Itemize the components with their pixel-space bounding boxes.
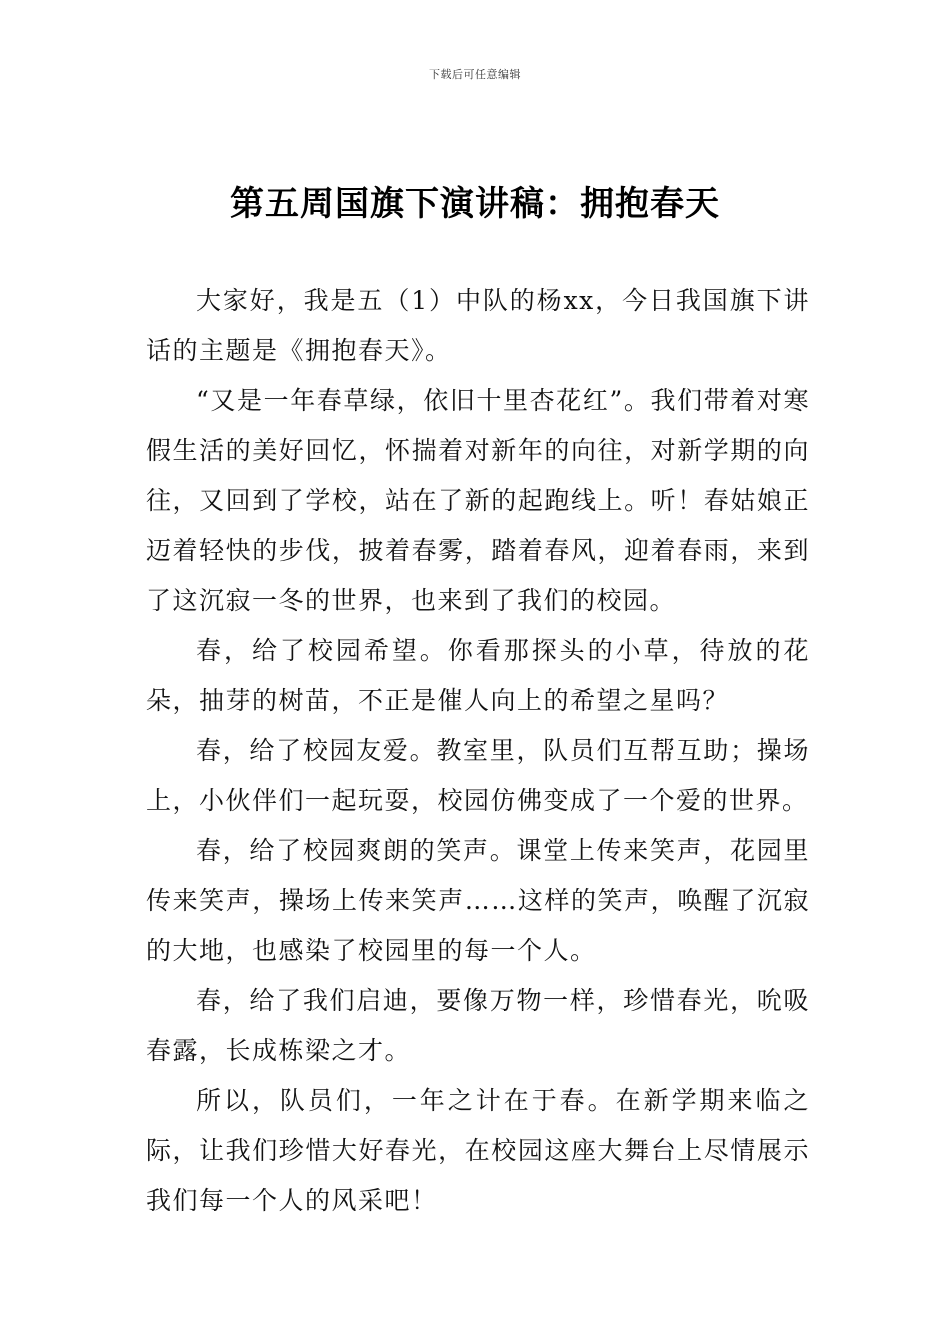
document-title: 第五周国旗下演讲稿：拥抱春天 — [230, 184, 720, 224]
paragraph-return-to-school: “又是一年春草绿，依旧十里杏花红”。我们带着对寒假生活的美好回忆，怀揣着对新年的向往，对新学期的向往，又回到了学校，站在了新的起跑线上。听！春姑娘正迈着轻快的步伐，披着春雾，踏着春风，迎着春雨，来到了这沉寂一冬的世界，也来到了我们的校园。 — [146, 386, 810, 615]
paragraph-greeting: 大家好，我是五（1）中队的杨xx，今日我国旗下讲话的主题是《拥抱春天》。 — [146, 286, 810, 365]
paragraph-spring-friendship: 春，给了校园友爱。教室里，队员们互帮互助；操场上，小伙伴们一起玩耍，校园仿佛变成了一个爱的世界。 — [146, 736, 810, 815]
document-body — [146, 276, 810, 1226]
paragraph-spring-hope: 春，给了校园希望。你看那探头的小草，待放的花朵，抽芽的树苗，不正是催人向上的希望之星吗？ — [146, 636, 810, 715]
paragraph-spring-laughter: 春，给了校园爽朗的笑声。课堂上传来笑声，花园里传来笑声，操场上传来笑声……这样的笑声，唤醒了沉寂的大地，也感染了校园里的每一个人。 — [146, 836, 810, 965]
paragraph-closing: 所以，队员们，一年之计在于春。在新学期来临之际，让我们珍惜大好春光，在校园这座大舞台上尽情展示我们每一个人的风采吧！ — [146, 1086, 810, 1215]
header-note: 下载后可任意编辑 — [429, 68, 521, 81]
paragraph-spring-inspiration: 春，给了我们启迪，要像万物一样，珍惜春光，吮吸春露，长成栋梁之才。 — [146, 986, 810, 1065]
